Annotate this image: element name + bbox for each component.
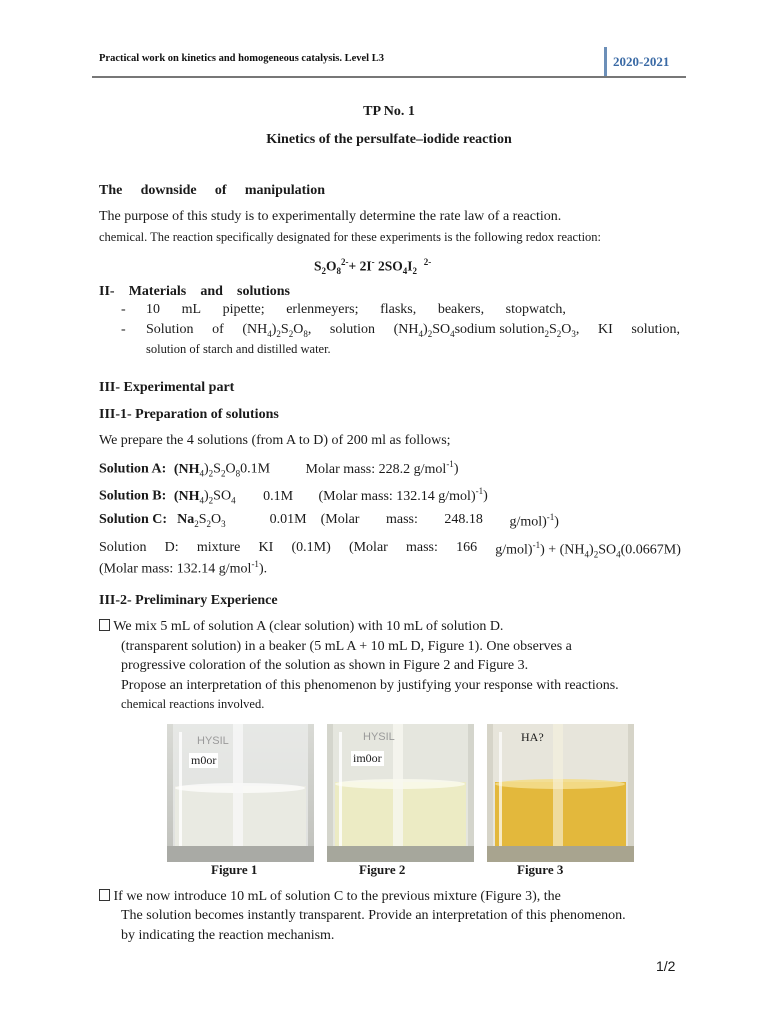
solution-a: Solution A: $(NH_4)_2S_2O_80.1M$ Molar mass: 228.2 g/mol$^{-1}$) — [99, 459, 459, 479]
figure-2-photo — [327, 724, 474, 862]
header-rule — [92, 76, 686, 78]
header-divider — [604, 47, 607, 77]
figure-1-label: m0or — [191, 753, 217, 767]
figure-3-label: HA? — [521, 730, 544, 744]
prep-intro: We prepare the 4 solutions (from A to D) of 200 ml as follows; — [99, 433, 451, 448]
bullet-dash-1: - — [121, 302, 126, 317]
prelim-line-2: (transparent solution) in a beaker (5 mL A + 10 mL D, Figure 1). One observes a — [121, 639, 572, 654]
purpose-line-2: chemical. The reaction specifically designated for these experiments is the following redox reaction: — [99, 230, 602, 244]
solution-c: Solution C: $Na_2S_2O_3$ 0.01M (Molar mass: 248.18 g/mol)$^{-1}$) — [99, 512, 559, 530]
tp-subtitle: Kinetics of the persulfate–iodide reaction — [266, 132, 512, 147]
section-iii-1-heading: III-1- Preparation of solutions — [99, 407, 279, 422]
solution-d-line2: (Molar mass: 132.14 g/mol$^{-1}$). — [99, 559, 268, 577]
header-year: 2020-2021 — [613, 54, 670, 69]
figure-photos — [167, 724, 634, 862]
bullet-solutions: Solution of $(NH_4)_2S_2O_8$, solution $(NH_4)_2SO_4sodium$ $solution_2S_2O_3$, KI solution, — [146, 322, 680, 339]
page-number: 1/2 — [656, 958, 676, 974]
figure-1-caption: Figure 1 — [211, 862, 258, 877]
prelim-line-5: chemical reactions involved. — [121, 697, 265, 711]
prelim-line-1: We mix 5 mL of solution A (clear solution) with 10 mL of solution D. — [99, 619, 681, 635]
redox-equation: $S_2O_8^{2-}+ 2I^-$ $2SO_4I_2$ $^{2-}$ — [314, 257, 432, 277]
figure-3-caption: Figure 3 — [517, 862, 564, 877]
purpose-line-1: The purpose of this study is to experimentally determine the rate law of a reaction. — [99, 209, 562, 224]
svg-text:HYSIL: HYSIL — [197, 735, 229, 747]
solution-d-line1: Solution D: mixture KI (0.1M) (Molar mass: 166 $g/mol)^{-1}) + (NH_4)_2SO_4(0.0667M)$ — [99, 540, 681, 560]
figure-1-photo — [167, 724, 314, 862]
section-ii-heading: II- Materials and solutions — [99, 284, 290, 299]
section-iii-2-heading: III-2- Preliminary Experience — [99, 593, 278, 608]
figure-3-photo — [487, 724, 634, 862]
followup-line-3: by indicating the reaction mechanism. — [121, 928, 335, 943]
bullet-box-icon — [99, 619, 110, 631]
figure-2-caption: Figure 2 — [359, 862, 406, 877]
followup-line-2: The solution becomes instantly transparent. Provide an interpretation of this phenomenon. — [121, 908, 626, 923]
bullet-materials: 10 mL pipette; erlenmeyers; flasks, beakers, stopwatch, — [146, 302, 566, 317]
prelim-line-3: progressive coloration of the solution as shown in Figure 2 and Figure 3. — [121, 658, 529, 673]
bullet-dash-2: - — [121, 322, 126, 337]
section-iii-heading: III- Experimental part — [99, 380, 235, 395]
solution-b: Solution B: $(NH_4)_2SO_4$ 0.1M (Molar mass: 132.14 g/mol)$^{-1}$) — [99, 486, 488, 506]
header-course-title: Practical work on kinetics and homogeneous catalysis. Level L3 — [99, 53, 384, 64]
tp-number: TP No. 1 — [363, 104, 415, 119]
figure-2-label: im0or — [353, 751, 382, 765]
prelim-line-4: Propose an interpretation of this phenomenon by justifying your response with reactions. — [121, 678, 619, 693]
bullet-solutions-cont: solution of starch and distilled water. — [146, 342, 331, 356]
bullet-box-icon — [99, 889, 110, 901]
section-i-heading: The downside of manipulation — [99, 183, 325, 198]
followup-line-1: If we now introduce 10 mL of solution C to the previous mixture (Figure 3), the — [99, 889, 681, 905]
svg-text:HYSIL: HYSIL — [363, 731, 395, 743]
